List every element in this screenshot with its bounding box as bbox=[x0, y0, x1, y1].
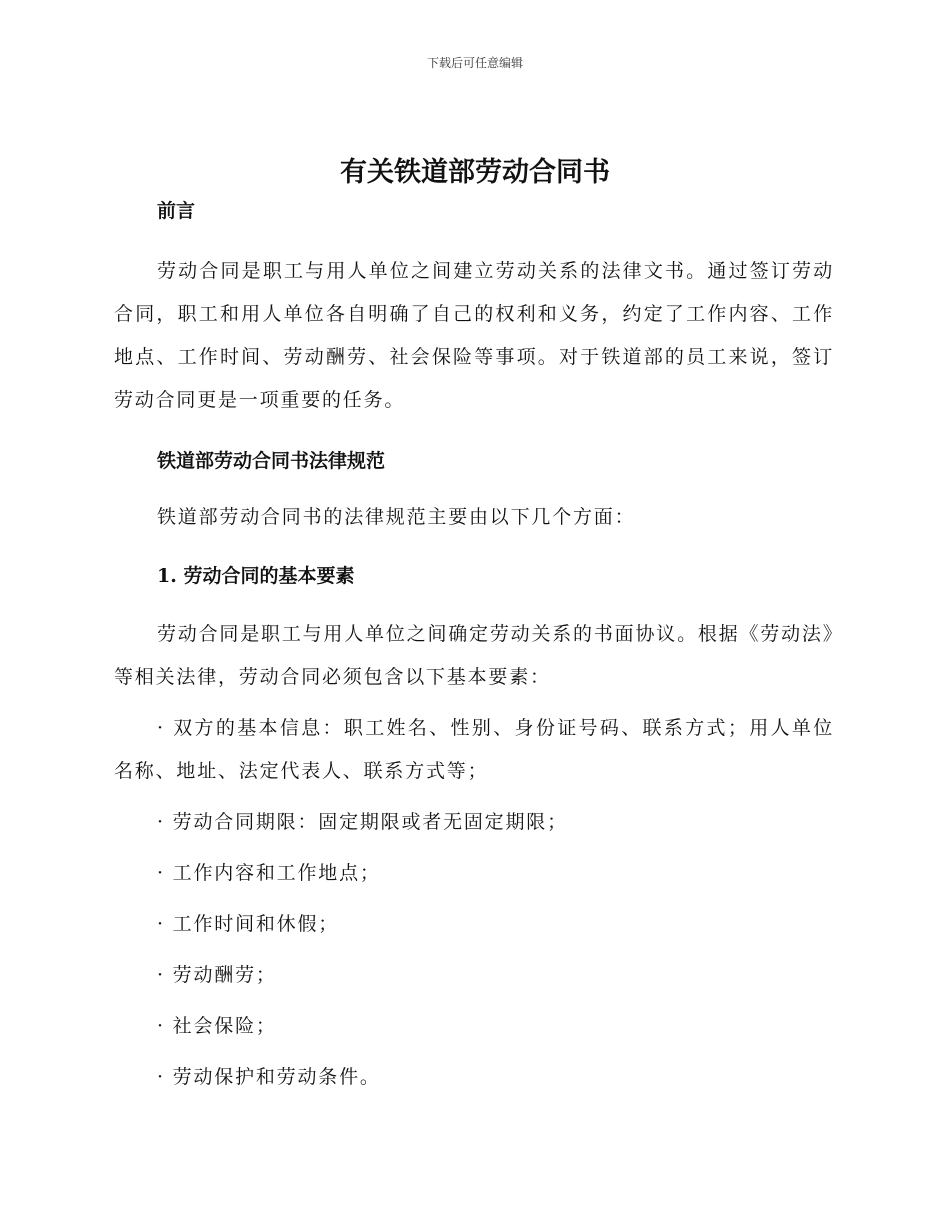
list-item: · 工作时间和休假； bbox=[157, 913, 340, 935]
document-body bbox=[114, 196, 834, 1099]
preface-heading: 前言 bbox=[157, 200, 196, 222]
legal-norms-heading: 铁道部劳动合同书法律规范 bbox=[157, 450, 386, 472]
basic-elements-heading: 1. 劳动合同的基本要素 bbox=[157, 565, 355, 587]
list-item: · 劳动合同期限：固定期限或者无固定期限； bbox=[157, 811, 568, 833]
basic-elements-paragraph: 劳动合同是职工与用人单位之间确定劳动关系的书面协议。根据《劳动法》等相关法律，劳动合同必须包含以下基本要素： bbox=[114, 623, 834, 688]
header-note: 下载后可任意编辑 bbox=[426, 56, 523, 70]
legal-norms-paragraph: 铁道部劳动合同书的法律规范主要由以下几个方面： bbox=[157, 506, 636, 528]
list-item: · 劳动保护和劳动条件。 bbox=[157, 1066, 381, 1088]
list-item: · 工作内容和工作地点； bbox=[157, 862, 381, 884]
list-item: · 社会保险； bbox=[157, 1015, 277, 1037]
list-item: · 劳动酬劳； bbox=[157, 964, 277, 986]
preface-paragraph: 劳动合同是职工与用人单位之间建立劳动关系的法律文书。通过签订劳动合同，职工和用人单位各自明确了自己的权利和义务，约定了工作内容、工作地点、工作时间、劳动酬劳、社会保险等事项。对于铁道部的员工来说，签订劳动合同更是一项重要的任务。 bbox=[114, 260, 834, 411]
document-title: 有关铁道部劳动合同书 bbox=[340, 157, 610, 188]
list-item: · 双方的基本信息：职工姓名、性别、身份证号码、联系方式；用人单位名称、地址、法定代表人、联系方式等； bbox=[114, 717, 834, 782]
